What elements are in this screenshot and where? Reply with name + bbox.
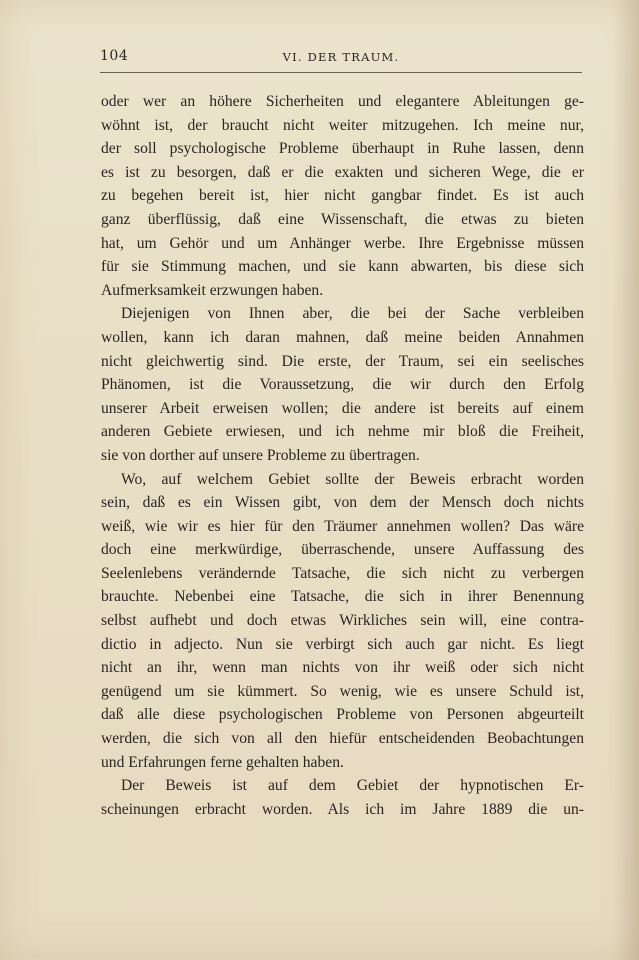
- text-line: wollen, kann ich daran mahnen, daß meine beiden Annahmen: [101, 328, 584, 346]
- text-line: für sie Stimmung machen, und sie kann abwarten, bis diese sich: [101, 258, 584, 276]
- text-line: selbst aufhebt und doch etwas Wirkliches sein will, eine contra-: [101, 612, 584, 630]
- page-number: 104: [100, 48, 129, 64]
- text-line: Aufmerksamkeit erzwungen haben.: [101, 281, 324, 299]
- paragraph-2: [101, 302, 584, 467]
- body-text: [101, 90, 584, 821]
- text-line: hat, um Gehör und um Anhänger werbe. Ihre Ergebnisse müssen: [101, 234, 584, 252]
- text-line: Seelenlebens verändernde Tatsache, die sich nicht zu verbergen: [101, 564, 584, 582]
- text-line: der soll psychologische Probleme überhaupt in Ruhe lassen, denn: [101, 140, 584, 158]
- text-line: genügend um sie kümmert. So wenig, wie es unsere Schuld ist,: [101, 682, 584, 700]
- text-line: unserer Arbeit erweisen wollen; die andere ist bereits auf einem: [101, 399, 584, 417]
- text-line: Diejenigen von Ihnen aber, die bei der Sache verbleiben: [121, 305, 584, 323]
- text-line: sein, daß es ein Wissen gibt, von dem der Mensch doch nichts: [101, 494, 584, 512]
- text-line: weiß, wie wir es hier für den Träumer annehmen wollen? Das wäre: [101, 517, 584, 535]
- text-line: oder wer an höhere Sicherheiten und elegantere Ableitungen ge-: [101, 93, 584, 110]
- text-line: werden, die sich von all den hiefür entscheidenden Beobachtungen: [101, 730, 584, 748]
- text-line: sie von dorther auf unsere Probleme zu übertragen.: [101, 446, 420, 464]
- text-line: es ist zu besorgen, daß er die exakten und sicheren Wege, die er: [101, 163, 584, 181]
- paragraph-1: [101, 90, 584, 302]
- text-line: scheinungen erbracht worden. Als ich im Jahre 1889 die un-: [101, 800, 584, 818]
- text-line: Wo, auf welchem Gebiet sollte der Beweis erbracht worden: [121, 470, 584, 488]
- paragraph-4: [101, 774, 584, 821]
- running-title: VI. DER TRAUM.: [282, 50, 400, 64]
- text-line: ganz überflüssig, daß eine Wissenschaft, die etwas zu bieten: [101, 210, 584, 228]
- text-line: und Erfahrungen ferne gehalten haben.: [101, 753, 344, 771]
- text-line: zu begehen bereit ist, hier nicht gangbar findet. Es ist auch: [101, 187, 584, 205]
- text-line: brauchte. Nebenbei eine Tatsache, die sich in ihrer Benennung: [101, 588, 584, 606]
- running-head: [100, 48, 582, 73]
- paragraph-3: [101, 468, 584, 775]
- text-line: dictio in adjecto. Nun sie verbirgt sich auch gar nicht. Es liegt: [101, 635, 584, 653]
- text-line: anderen Gebiete erwiesen, und ich nehme mir bloß die Freiheit,: [101, 423, 584, 441]
- text-line: nicht gleichwertig sind. Die erste, der Traum, sei ein seelisches: [101, 352, 584, 370]
- text-line: Phänomen, ist die Voraussetzung, die wir durch den Erfolg: [101, 376, 584, 394]
- text-line: doch eine merkwürdige, überraschende, unsere Auffassung des: [101, 541, 584, 559]
- text-line: nicht an ihr, wenn man nichts von ihr weiß oder sich nicht: [101, 659, 584, 677]
- text-line: daß alle diese psychologischen Probleme von Personen abgeurteilt: [101, 706, 584, 724]
- text-line: wöhnt ist, der braucht nicht weiter mitzugehen. Ich meine nur,: [101, 116, 584, 134]
- text-line: Der Beweis ist auf dem Gebiet der hypnotischen Er-: [121, 777, 584, 795]
